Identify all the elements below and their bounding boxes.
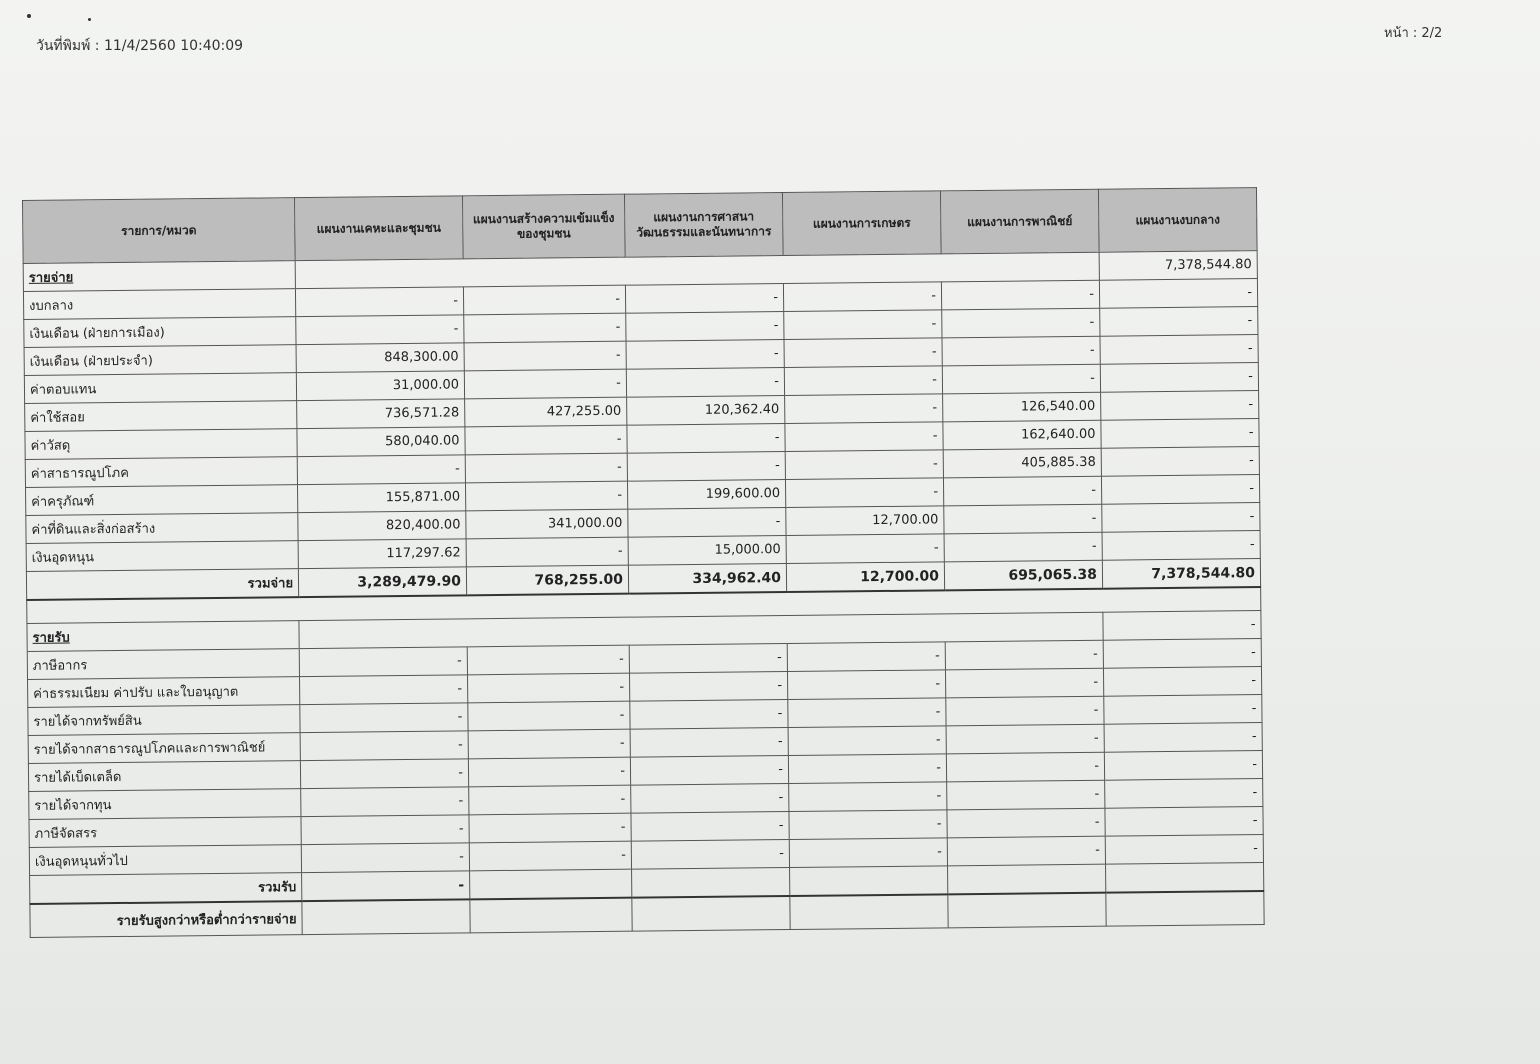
total-cell: [1106, 863, 1264, 893]
expense-value-cell: -: [1101, 475, 1259, 505]
income-value-cell: -: [301, 787, 469, 817]
income-value-cell: -: [629, 672, 787, 702]
expense-value-cell: -: [785, 450, 943, 480]
income-value-cell: -: [945, 640, 1103, 670]
expense-value-cell: -: [944, 532, 1102, 562]
expense-value-cell: -: [1101, 447, 1259, 477]
expense-value-cell: -: [1100, 335, 1258, 365]
income-value-cell: -: [469, 785, 631, 815]
income-value-cell: -: [946, 724, 1104, 754]
income-value-cell: -: [631, 784, 789, 814]
col-header-religion-culture: แผนงานการศาสนา วัฒนธรรมและนันทนาการ: [624, 193, 783, 258]
expense-value-cell: -: [465, 425, 627, 455]
expense-value-cell: -: [296, 315, 464, 345]
income-value-cell: -: [945, 668, 1103, 698]
income-value-cell: -: [468, 701, 630, 731]
income-value-cell: -: [629, 644, 787, 674]
expense-value-cell: 117,297.62: [298, 539, 466, 569]
expense-value-cell: -: [628, 508, 786, 538]
report-table: [22, 187, 1265, 938]
col-header-central-budget: แผนงานงบกลาง: [1098, 188, 1257, 253]
income-value-cell: -: [1103, 667, 1261, 697]
income-label: รายได้จากสาธารณูปโภคและการพาณิชย์: [28, 733, 300, 764]
expense-label: เงินอุดหนุน: [26, 541, 298, 572]
expense-value-cell: -: [465, 481, 627, 511]
expense-value-cell: -: [464, 313, 626, 343]
income-label: รายได้จากทุน: [29, 789, 301, 820]
net-result-cell: [302, 899, 470, 934]
expense-value-cell: -: [944, 504, 1102, 534]
expense-value-cell: 427,255.00: [465, 397, 627, 427]
income-value-cell: -: [301, 815, 469, 845]
income-label: ภาษีจัดสรร: [29, 817, 301, 848]
expense-value-cell: -: [784, 338, 942, 368]
income-section: [27, 611, 1264, 876]
income-value-cell: -: [947, 836, 1105, 866]
net-result-cell: [632, 896, 790, 931]
expense-value-cell: 736,571.28: [297, 399, 465, 429]
total-cell: 12,700.00: [786, 562, 944, 592]
income-value-cell: -: [301, 843, 469, 873]
income-value-cell: -: [946, 696, 1104, 726]
expense-value-cell: -: [785, 394, 943, 424]
expense-value-cell: 120,362.40: [627, 396, 785, 426]
income-total-label: รวมรับ: [30, 873, 302, 904]
income-value-cell: -: [1105, 835, 1263, 865]
income-label: เงินอุดหนุนทั่วไป: [29, 845, 301, 876]
income-value-cell: -: [467, 673, 629, 703]
expense-value-cell: 341,000.00: [466, 509, 628, 539]
income-value-cell: -: [1104, 723, 1262, 753]
expense-label: ค่าใช้สอย: [25, 401, 297, 432]
expense-value-cell: -: [942, 364, 1100, 394]
income-value-cell: -: [787, 642, 945, 672]
income-value-cell: -: [469, 841, 631, 871]
total-cell: 7,378,544.80: [1102, 559, 1260, 589]
expense-value-cell: -: [1101, 391, 1259, 421]
expense-value-cell: -: [784, 310, 942, 340]
expense-value-cell: -: [1102, 503, 1260, 533]
col-header-agriculture: แผนงานการเกษตร: [782, 191, 941, 256]
income-value-cell: -: [631, 812, 789, 842]
expense-value-cell: -: [297, 455, 465, 485]
expense-value-cell: 405,885.38: [943, 448, 1101, 478]
income-value-cell: -: [788, 754, 946, 784]
expense-label: ค่าวัสดุ: [25, 429, 297, 460]
income-value-cell: -: [300, 703, 468, 733]
expense-value-cell: 848,300.00: [296, 343, 464, 373]
expense-value-cell: -: [786, 534, 944, 564]
income-label: ภาษีอากร: [27, 649, 299, 680]
expense-value-cell: 155,871.00: [297, 483, 465, 513]
income-value-cell: -: [300, 675, 468, 705]
expense-value-cell: 580,040.00: [297, 427, 465, 457]
income-value-cell: -: [947, 808, 1105, 838]
income-value-cell: -: [788, 698, 946, 728]
income-value-cell: -: [946, 752, 1104, 782]
col-header-item: รายการ/หมวด: [23, 198, 296, 264]
income-value-cell: -: [947, 780, 1105, 810]
expense-value-cell: -: [1100, 363, 1258, 393]
expense-value-cell: 162,640.00: [943, 420, 1101, 450]
expense-value-cell: -: [626, 312, 784, 342]
income-title: รายรับ: [27, 621, 299, 652]
income-value-cell: -: [1104, 695, 1262, 725]
expense-total-label: รวมจ่าย: [26, 569, 298, 600]
total-cell: 768,255.00: [466, 565, 628, 595]
page-number: หน้า : 2/2: [1384, 26, 1443, 41]
income-value-cell: -: [1105, 779, 1263, 809]
income-value-cell: -: [468, 729, 630, 759]
income-value-cell: -: [789, 810, 947, 840]
expense-section: [23, 251, 1260, 572]
total-cell: 334,962.40: [628, 564, 786, 594]
income-value-cell: -: [300, 759, 468, 789]
income-label: รายได้เบ็ดเตล็ด: [28, 761, 300, 792]
income-value-cell: -: [630, 728, 788, 758]
col-header-housing: แผนงานเคหะและชุมชน: [294, 196, 463, 261]
income-value-cell: -: [300, 731, 468, 761]
total-cell: 3,289,479.90: [298, 567, 466, 597]
expense-value-cell: -: [1101, 419, 1259, 449]
expense-label: ค่าตอบแทน: [24, 373, 296, 404]
net-result-cell: [948, 893, 1106, 928]
expense-value-cell: -: [1100, 307, 1258, 337]
total-cell: [790, 866, 948, 896]
expense-value-cell: -: [463, 285, 625, 315]
total-cell: [632, 867, 790, 897]
total-cell: -: [302, 871, 470, 901]
income-value-cell: -: [631, 840, 789, 870]
net-result-cell: [1106, 891, 1264, 926]
expense-value-cell: -: [943, 476, 1101, 506]
expense-label: ค่าที่ดินและสิ่งก่อสร้าง: [26, 513, 298, 544]
expense-label: เงินเดือน (ฝ่ายการเมือง): [24, 317, 296, 348]
expense-central-budget-value: 7,378,544.80: [1099, 251, 1257, 281]
expense-label: เงินเดือน (ฝ่ายประจำ): [24, 345, 296, 376]
expense-value-cell: 31,000.00: [296, 371, 464, 401]
paper-mark: [88, 18, 91, 21]
expense-value-cell: -: [941, 280, 1099, 310]
expense-value-cell: -: [785, 478, 943, 508]
income-value-cell: -: [467, 645, 629, 675]
total-cell: 695,065.38: [944, 560, 1102, 590]
expense-value-cell: -: [785, 422, 943, 452]
income-value-cell: -: [299, 647, 467, 677]
expense-value-cell: -: [784, 366, 942, 396]
expense-value-cell: -: [1099, 279, 1257, 309]
net-result-cell: [470, 898, 632, 933]
print-date: วันที่พิมพ์ : 11/4/2560 10:40:09: [36, 38, 244, 54]
col-header-commerce: แผนงานการพาณิชย์: [940, 189, 1099, 254]
expense-value-cell: 15,000.00: [628, 536, 786, 566]
expense-value-cell: -: [464, 369, 626, 399]
total-cell: [470, 869, 632, 899]
income-label: ค่าธรรมเนียม ค่าปรับ และใบอนุญาต: [28, 677, 300, 708]
net-result-label: รายรับสูงกว่าหรือต่ำกว่ารายจ่าย: [30, 901, 302, 937]
expense-value-cell: -: [1102, 531, 1260, 561]
expense-value-cell: 820,400.00: [298, 511, 466, 541]
income-value-cell: -: [1105, 807, 1263, 837]
expense-value-cell: -: [942, 308, 1100, 338]
expense-title: รายจ่าย: [23, 261, 295, 292]
col-header-community: แผนงานสร้างความเข้มแข็งของชุมชน: [462, 194, 625, 259]
expense-value-cell: -: [627, 424, 785, 454]
expense-value-cell: -: [783, 282, 941, 312]
expense-value-cell: -: [464, 341, 626, 371]
income-value-cell: -: [1104, 751, 1262, 781]
income-value-cell: -: [468, 757, 630, 787]
income-value-cell: -: [630, 700, 788, 730]
income-value-cell: -: [1103, 639, 1261, 669]
expense-value-cell: -: [626, 368, 784, 398]
report-table-wrapper: [22, 187, 1265, 938]
expense-value-cell: -: [295, 287, 463, 317]
income-label: รายได้จากทรัพย์สิน: [28, 705, 300, 736]
income-total-section: [30, 863, 1265, 938]
expense-value-cell: 126,540.00: [943, 392, 1101, 422]
expense-value-cell: -: [626, 340, 784, 370]
net-result-cell: [790, 894, 948, 929]
income-central-budget-value: -: [1103, 611, 1261, 641]
expense-value-cell: -: [625, 284, 783, 314]
expense-label: ค่าสาธารณูปโภค: [25, 457, 297, 488]
income-value-cell: -: [630, 756, 788, 786]
expense-value-cell: -: [465, 453, 627, 483]
expense-value-cell: -: [627, 452, 785, 482]
income-value-cell: -: [789, 782, 947, 812]
income-value-cell: -: [788, 726, 946, 756]
expense-value-cell: 199,600.00: [627, 480, 785, 510]
expense-value-cell: -: [466, 537, 628, 567]
expense-label: ค่าครุภัณฑ์: [26, 485, 298, 516]
income-value-cell: -: [787, 670, 945, 700]
expense-value-cell: -: [942, 336, 1100, 366]
income-value-cell: -: [469, 813, 631, 843]
total-cell: [948, 864, 1106, 894]
paper-mark: [27, 14, 31, 18]
income-value-cell: -: [789, 838, 947, 868]
expense-label: งบกลาง: [23, 289, 295, 320]
expense-value-cell: 12,700.00: [786, 506, 944, 536]
